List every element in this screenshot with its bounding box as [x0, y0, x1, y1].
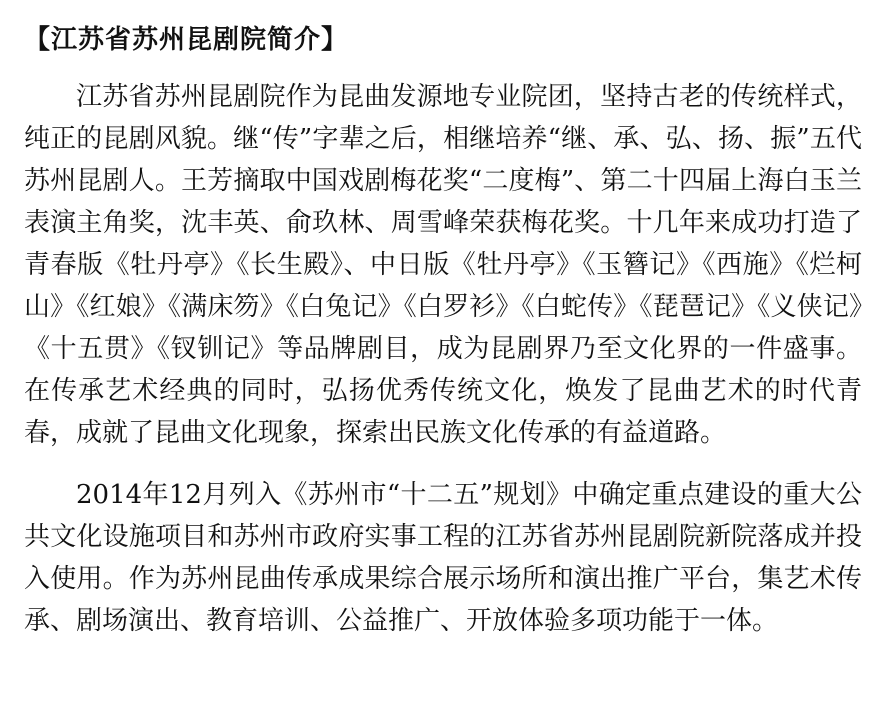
paragraph-new-campus: 2014年12月列入《苏州市“十二五”规划》中确定重点建设的重大公共文化设施项目和苏州市政府实事工程的江苏省苏州昆剧院新院落成并投入使用。作为苏州昆曲传承成果综合展示场所和演出推广平台，集艺术传承、剧场演出、教育培训、公益推广、开放体验多项功能于一体。 — [24, 480, 862, 636]
document-title: 【江苏省苏州昆剧院简介】 — [24, 25, 349, 55]
paragraph-intro: 江苏省苏州昆剧院作为昆曲发源地专业院团，坚持古老的传统样式，纯正的昆剧风貌。继“传”字辈之后，相继培养“继、承、弘、扬、振”五代苏州昆剧人。王芳摘取中国戏剧梅花奖“二度梅”、第二十四届上海白玉兰表演主角奖，沈丰英、俞玖林、周雪峰荣获梅花奖。十几年来成功打造了青春版《牡丹亭》《长生殿》、中日版《牡丹亭》《玉簪记》《西施》《烂柯山》《红娘》《满床笏》《白兔记》《白罗衫》《白蛇传》《琵琶记》《义侠记》《十五贯》《钗钏记》等品牌剧目，成为昆剧界乃至文化界的一件盛事。在传承艺术经典的同时，弘扬优秀传统文化，焕发了昆曲艺术的时代青春，成就了昆曲文化现象，探索出民族文化传承的有益道路。 — [24, 82, 862, 448]
document — [24, 0, 862, 642]
